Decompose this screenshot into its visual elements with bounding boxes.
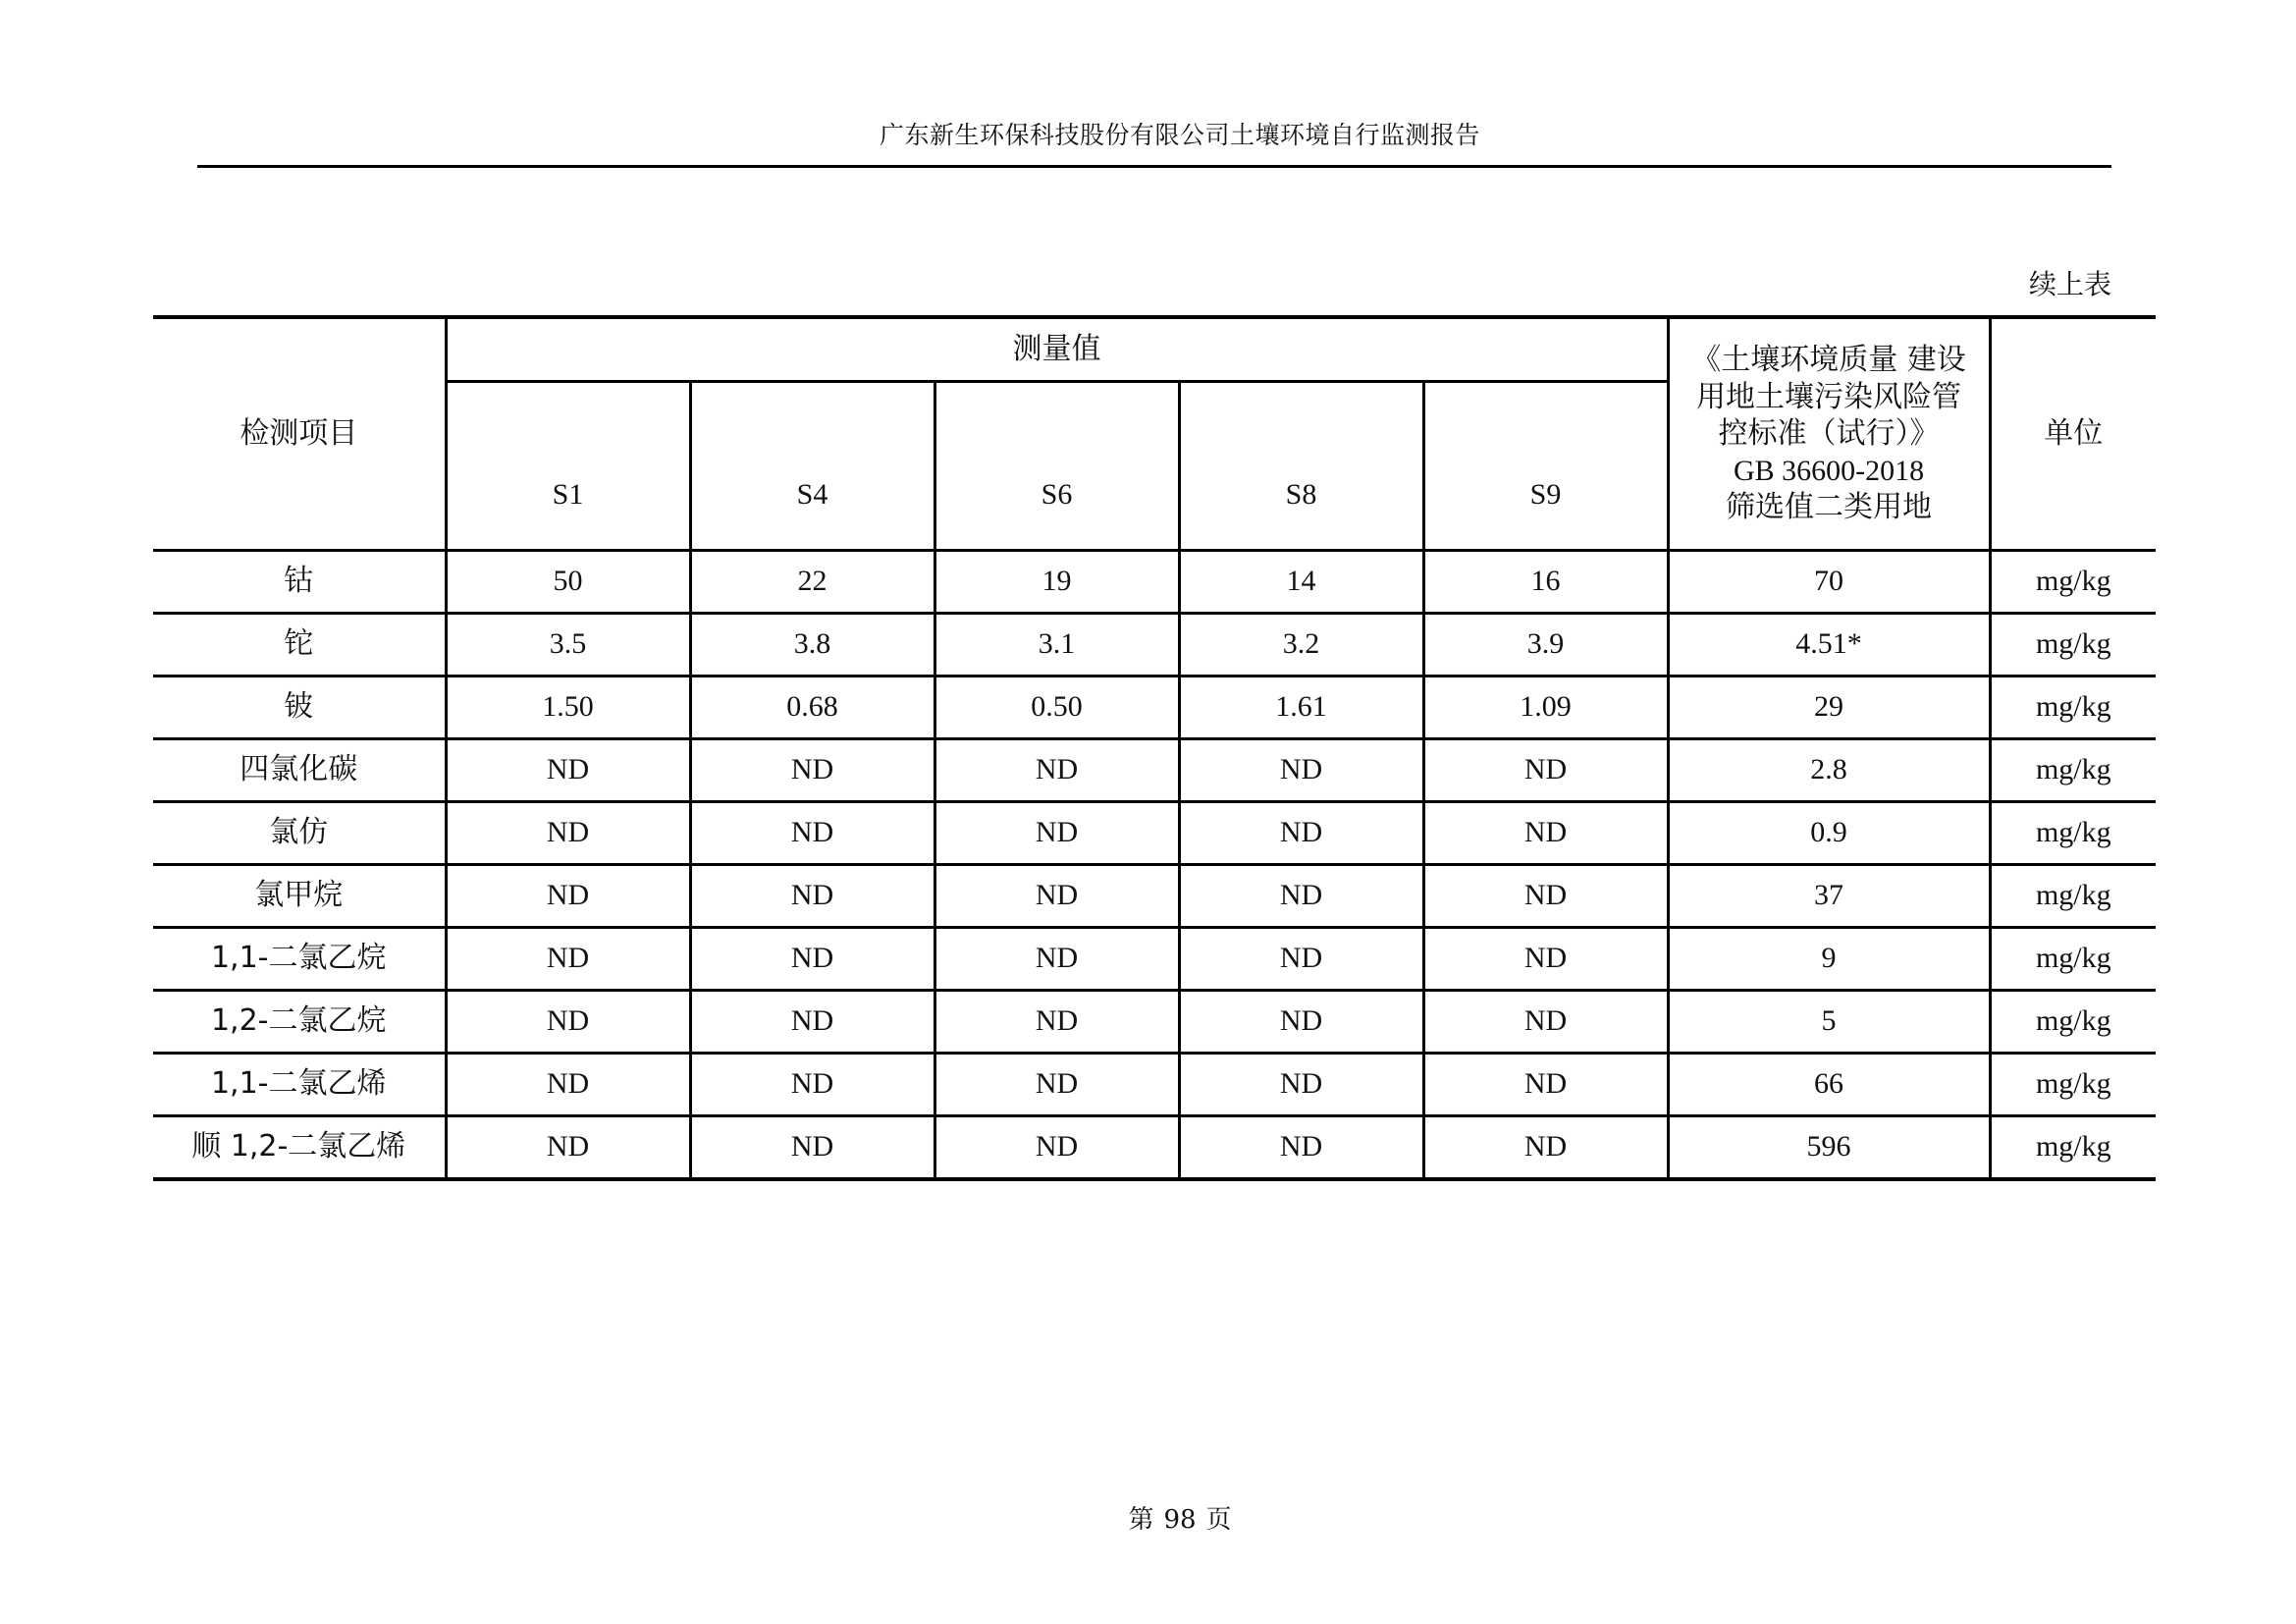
value-s1: 50 (446, 550, 690, 613)
unit-value: mg/kg (1990, 801, 2156, 864)
value-s6: 3.1 (934, 613, 1179, 676)
row-item: 钴 (153, 550, 446, 613)
value-s6: 0.50 (934, 676, 1179, 738)
header-sample-s4: S4 (690, 381, 934, 550)
value-s9: ND (1423, 1053, 1668, 1115)
unit-value: mg/kg (1990, 1115, 2156, 1179)
unit-value: mg/kg (1990, 738, 2156, 801)
table-row (153, 676, 2156, 738)
value-s8: ND (1179, 1115, 1423, 1179)
value-s6: ND (934, 738, 1179, 801)
unit-value: mg/kg (1990, 1053, 2156, 1115)
page-suffix: 页 (1205, 1505, 1232, 1535)
value-s4: ND (690, 1115, 934, 1179)
header-sample-s9: S9 (1423, 381, 1668, 550)
value-s1: 3.5 (446, 613, 690, 676)
table-row (153, 550, 2156, 613)
value-s6: ND (934, 1053, 1179, 1115)
monitoring-results-table (153, 315, 2156, 1181)
value-s8: 3.2 (1179, 613, 1423, 676)
value-s6: ND (934, 927, 1179, 990)
value-s9: 1.09 (1423, 676, 1668, 738)
table-body (153, 550, 2156, 1179)
value-s4: ND (690, 1053, 934, 1115)
value-s4: ND (690, 801, 934, 864)
value-s1: 1.50 (446, 676, 690, 738)
row-item: 1,1-二氯乙烯 (153, 1053, 446, 1115)
value-s9: 16 (1423, 550, 1668, 613)
value-s1: ND (446, 864, 690, 927)
unit-value: mg/kg (1990, 676, 2156, 738)
standard-line: GB 36600-2018 (1733, 454, 1925, 487)
value-s8: ND (1179, 927, 1423, 990)
table-row (153, 738, 2156, 801)
table-row (153, 927, 2156, 990)
unit-value: mg/kg (1990, 550, 2156, 613)
value-s6: ND (934, 990, 1179, 1053)
header-sample-s8: S8 (1179, 381, 1423, 550)
standard-line: 用地土壤污染风险管 (1696, 379, 1962, 414)
value-s9: ND (1423, 864, 1668, 927)
standard-value: 4.51* (1668, 613, 1990, 676)
value-s9: ND (1423, 990, 1668, 1053)
unit-value: mg/kg (1990, 990, 2156, 1053)
value-s4: ND (690, 927, 934, 990)
unit-value: mg/kg (1990, 927, 2156, 990)
header-item: 检测项目 (153, 317, 446, 550)
standard-value: 2.8 (1668, 738, 1990, 801)
row-item: 氯仿 (153, 801, 446, 864)
value-s9: ND (1423, 801, 1668, 864)
value-s8: 1.61 (1179, 676, 1423, 738)
value-s6: ND (934, 864, 1179, 927)
header-sample-s6: S6 (934, 381, 1179, 550)
standard-value: 66 (1668, 1053, 1990, 1115)
header-divider (197, 165, 2111, 168)
standard-value: 0.9 (1668, 801, 1990, 864)
header-unit: 单位 (1990, 317, 2156, 550)
value-s6: 19 (934, 550, 1179, 613)
value-s9: ND (1423, 927, 1668, 990)
row-item: 1,1-二氯乙烷 (153, 927, 446, 990)
standard-line: 控标准（试行）》 (1718, 416, 1940, 451)
standard-value: 596 (1668, 1115, 1990, 1179)
standard-value: 5 (1668, 990, 1990, 1053)
page-number (0, 1499, 2296, 1536)
row-item: 铍 (153, 676, 446, 738)
value-s9: ND (1423, 1115, 1668, 1179)
value-s1: ND (446, 1053, 690, 1115)
unit-value: mg/kg (1990, 613, 2156, 676)
row-item: 铊 (153, 613, 446, 676)
table-row (153, 801, 2156, 864)
value-s1: ND (446, 738, 690, 801)
table-row (153, 1053, 2156, 1115)
header-sample-s1: S1 (446, 381, 690, 550)
value-s8: ND (1179, 738, 1423, 801)
value-s8: ND (1179, 1053, 1423, 1115)
continuation-label: 续上表 (2028, 268, 2111, 300)
row-item: 1,2-二氯乙烷 (153, 990, 446, 1053)
page-number-value: 98 (1163, 1505, 1197, 1535)
unit-value: mg/kg (1990, 864, 2156, 927)
standard-line: 筛选值二类用地 (1726, 490, 1933, 524)
header-standard (1668, 317, 1990, 550)
table-row (153, 1115, 2156, 1179)
value-s9: ND (1423, 738, 1668, 801)
standard-value: 37 (1668, 864, 1990, 927)
value-s8: ND (1179, 801, 1423, 864)
value-s6: ND (934, 1115, 1179, 1179)
table-row (153, 990, 2156, 1053)
standard-value: 70 (1668, 550, 1990, 613)
value-s8: 14 (1179, 550, 1423, 613)
standard-value: 29 (1668, 676, 1990, 738)
value-s4: ND (690, 738, 934, 801)
value-s1: ND (446, 1115, 690, 1179)
standard-value: 9 (1668, 927, 1990, 990)
value-s8: ND (1179, 990, 1423, 1053)
value-s9: 3.9 (1423, 613, 1668, 676)
table-row (153, 613, 2156, 676)
row-item: 顺 1,2-二氯乙烯 (153, 1115, 446, 1179)
row-item: 氯甲烷 (153, 864, 446, 927)
row-item: 四氯化碳 (153, 738, 446, 801)
value-s1: ND (446, 801, 690, 864)
header-measured-values: 测量值 (446, 317, 1668, 381)
report-header-title: 广东新生环保科技股份有限公司土壤环境自行监测报告 (879, 121, 1480, 149)
table-row (153, 864, 2156, 927)
value-s8: ND (1179, 864, 1423, 927)
value-s6: ND (934, 801, 1179, 864)
value-s4: 3.8 (690, 613, 934, 676)
value-s4: 22 (690, 550, 934, 613)
value-s1: ND (446, 990, 690, 1053)
standard-line: 《土壤环境质量 建设 (1691, 343, 1966, 377)
value-s1: ND (446, 927, 690, 990)
value-s4: ND (690, 990, 934, 1053)
value-s4: ND (690, 864, 934, 927)
value-s4: 0.68 (690, 676, 934, 738)
page-prefix: 第 (1128, 1505, 1154, 1535)
